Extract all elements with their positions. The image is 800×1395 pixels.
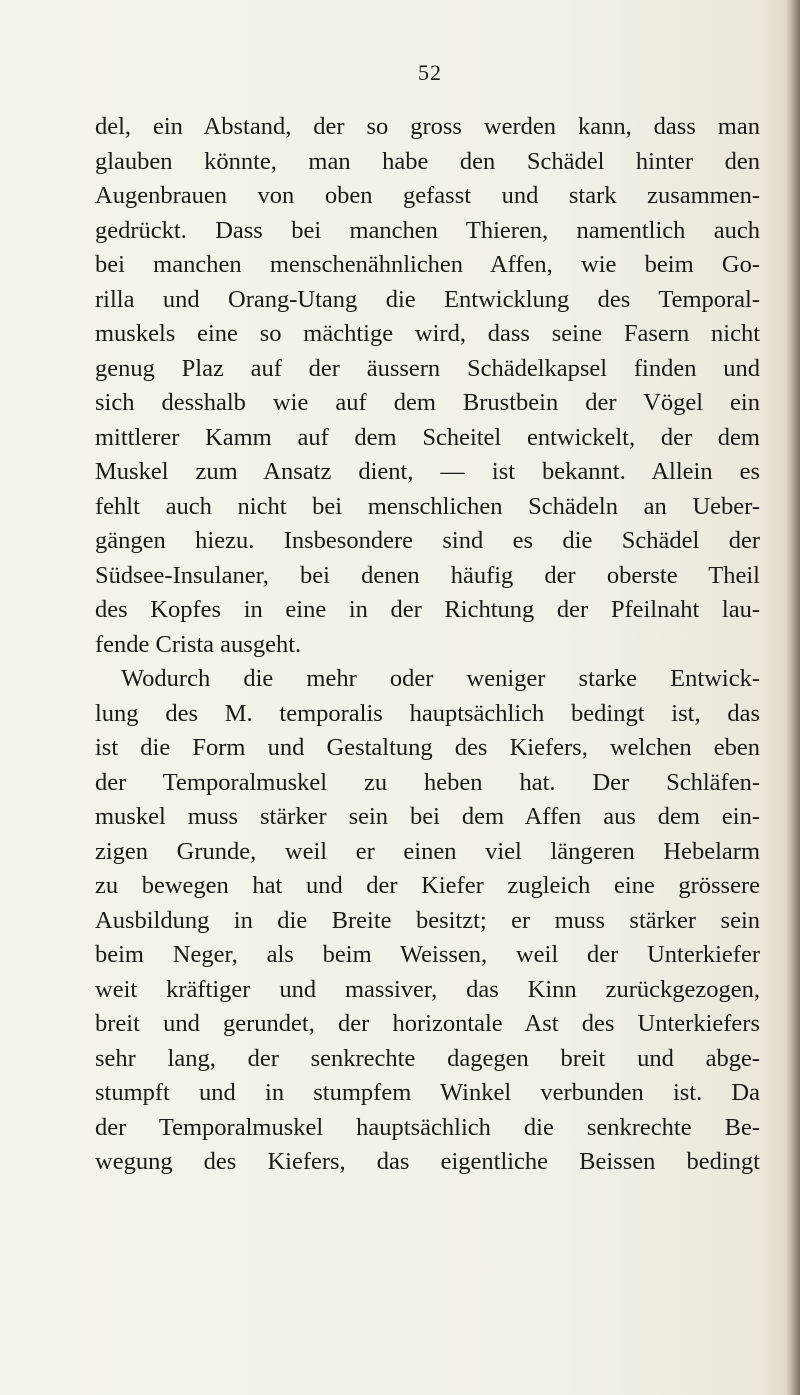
text-line: zu bewegen hat und der Kiefer zugleich eine grössere: [95, 872, 760, 899]
text-line: fehlt auch nicht bei menschlichen Schädeln an Ueber-: [95, 492, 760, 520]
text-line: beim Neger, als beim Weissen, weil der Unterkiefer: [95, 941, 760, 968]
text-line: zigen Grunde, weil er einen viel längeren Hebelarm: [95, 837, 760, 865]
text-line: del, ein Abstand, der so gross werden kann, dass man: [95, 113, 760, 140]
body-text: [95, 110, 760, 1180]
text-line: muskel muss stärker sein bei dem Affen aus dem ein-: [95, 803, 760, 830]
text-line: sehr lang, der senkrechte dagegen breit und abge-: [95, 1044, 760, 1072]
text-line: lung des M. temporalis hauptsächlich bedingt ist, das: [95, 699, 760, 727]
text-line: Muskel zum Ansatz dient, — ist bekannt. Allein es: [95, 458, 760, 485]
text-line: der Temporalmuskel zu heben hat. Der Schläfen-: [95, 768, 760, 796]
text-line: weit kräftiger und massiver, das Kinn zurückgezogen,: [95, 975, 760, 1003]
text-line: Ausbildung in die Breite besitzt; er muss stärker sein: [95, 906, 760, 934]
paragraph-end-line: fende Crista ausgeht.: [95, 630, 302, 658]
text-line: wegung des Kiefers, das eigentliche Beissen bedingt: [95, 1148, 760, 1175]
text-line: muskels eine so mächtige wird, dass seine Fasern nicht: [95, 320, 760, 347]
text-line: gängen hiezu. Insbesondere sind es die Schädel der: [95, 527, 760, 554]
page-number: 52: [418, 60, 442, 85]
paragraph-start-line: Wodurch die mehr oder weniger starke Entwick-: [121, 665, 760, 692]
text-line: genug Plaz auf der äussern Schädelkapsel finden und: [95, 354, 760, 382]
text-line: ist die Form und Gestaltung des Kiefers, welchen eben: [95, 734, 760, 761]
page-edge-shadow: [786, 0, 800, 1395]
text-line: glauben könnte, man habe den Schädel hinter den: [95, 147, 760, 175]
text-line: rilla und Orang-Utang die Entwicklung des Temporal-: [95, 285, 760, 313]
text-line: bei manchen menschenähnlichen Affen, wie beim Go-: [95, 251, 760, 278]
text-line: Augenbrauen von oben gefasst und stark zusammen-: [95, 182, 760, 209]
text-line: sich desshalb wie auf dem Brustbein der Vögel ein: [95, 389, 760, 416]
text-line: gedrückt. Dass bei manchen Thieren, namentlich auch: [95, 216, 760, 244]
text-line: mittlerer Kamm auf dem Scheitel entwickelt, der dem: [95, 423, 760, 451]
text-line: stumpft und in stumpfem Winkel verbunden ist. Da: [95, 1079, 760, 1106]
text-line: Südsee-Insulaner, bei denen häufig der oberste Theil: [95, 561, 760, 589]
text-line: breit und gerundet, der horizontale Ast des Unterkiefers: [95, 1010, 760, 1037]
text-line: des Kopfes in eine in der Richtung der Pfeilnaht lau-: [95, 596, 760, 623]
text-line: der Temporalmuskel hauptsächlich die senkrechte Be-: [95, 1113, 760, 1141]
